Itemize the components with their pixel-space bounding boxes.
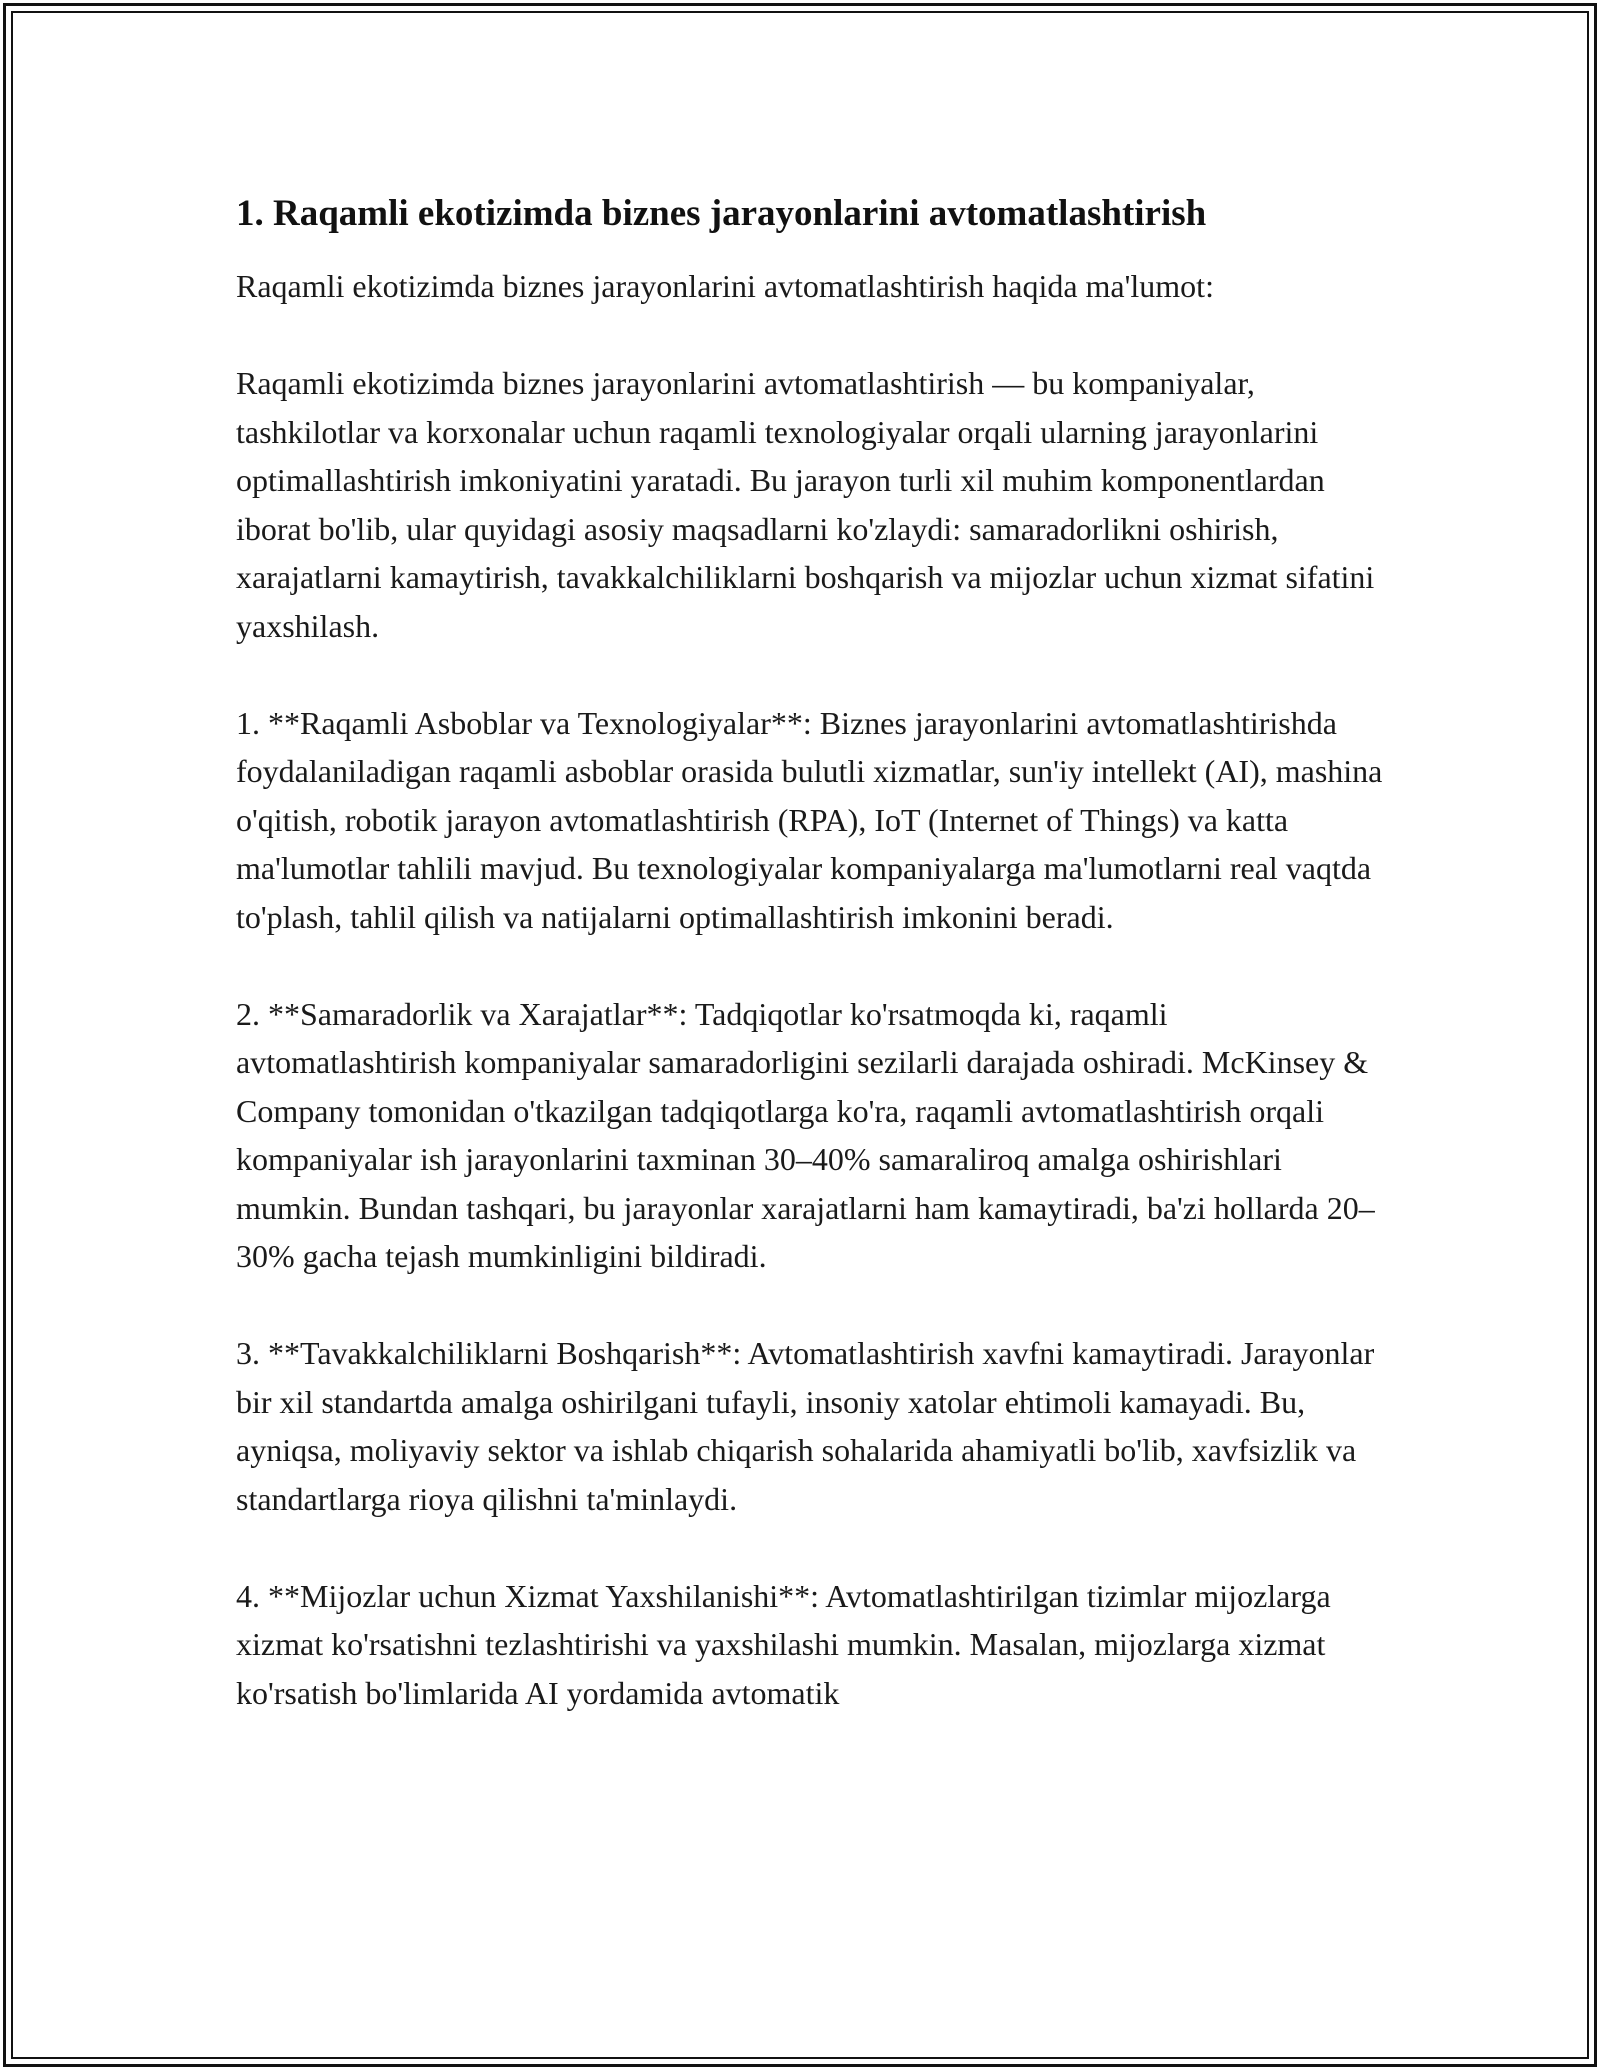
intro-paragraph: Raqamli ekotizimda biznes jarayonlarini avtomatlashtirish haqida ma'lumot: (236, 268, 1214, 304)
paragraph-risk-management: 3. **Tavakkalchiliklarni Boshqarish**: Avtomatlashtirish xavfni kamaytiradi. Jarayonlar bir xil standartda amalga oshirilgani tufayli, insoniy xatolar ehtimoli kamayadi. Bu, ayniqsa, moliyaviy sektor va ishlab chiqarish sohalarida ahamiyatli bo'lib, xavfsizlik va standartlarga rioya qilishni ta'minlaydi. (236, 1335, 1375, 1517)
paragraph-digital-tools: 1. **Raqamli Asboblar va Texnologiyalar**: Biznes jarayonlarini avtomatlashtirishda foydalaniladigan raqamli asboblar orasida bulutli xizmatlar, sun'iy intellekt (AI), mashina o'qitish, robotik jarayon avtomatlashtirish (RPA), IoT (Internet of Things) va katta ma'lumotlar tahlili mavjud. Bu texnologiyalar kompaniyalarga ma'lumotlarni real vaqtda to'plash, tahlil qilish va natijalarni optimallashtirish imkonini beradi. (236, 704, 1383, 935)
document-body (236, 186, 1386, 1766)
document-title: 1. Raqamli ekotizimda biznes jarayonlarini avtomatlashtirish (236, 193, 1207, 234)
paragraph-overview: Raqamli ekotizimda biznes jarayonlarini avtomatlashtirish — bu kompaniyalar, tashkilotlar va korxonalar uchun raqamli texnologiyalar orqali ularning jarayonlarini optimallashtirish imkoniyatini yaratadi. Bu jarayon turli xil muhim komponentlardan iborat bo'lib, ular quyidagi asosiy maqsadlarni ko'zlaydi: samaradorlikni oshirish, xarajatlarni kamaytirish, tavakkalchiliklarni boshqarish va mijozlar uchun xizmat sifatini yaxshilash. (236, 365, 1375, 644)
paragraph-customer-service: 4. **Mijozlar uchun Xizmat Yaxshilanishi**: Avtomatlashtirilgan tizimlar mijozlarga xizmat ko'rsatishni tezlashtirishi va yaxshilashi mumkin. Masalan, mijozlarga xizmat ko'rsatish bo'limlarida AI yordamida avtomatik (236, 1577, 1331, 1711)
paragraph-efficiency-costs: 2. **Samaradorlik va Xarajatlar**: Tadqiqotlar ko'rsatmoqda ki, raqamli avtomatlashtirish kompaniyalar samaradorligini sezilarli darajada oshiradi. McKinsey & Company tomonidan o'tkazilgan tadqiqotlarga ko'ra, raqamli avtomatlashtirish orqali kompaniyalar ish jarayonlarini taxminan 30–40% samaraliroq amalga oshirishlari mumkin. Bundan tashqari, bu jarayonlar xarajatlarni ham kamaytiradi, ba'zi hollarda 20–30% gacha tejash mumkinligini bildiradi. (236, 995, 1375, 1274)
